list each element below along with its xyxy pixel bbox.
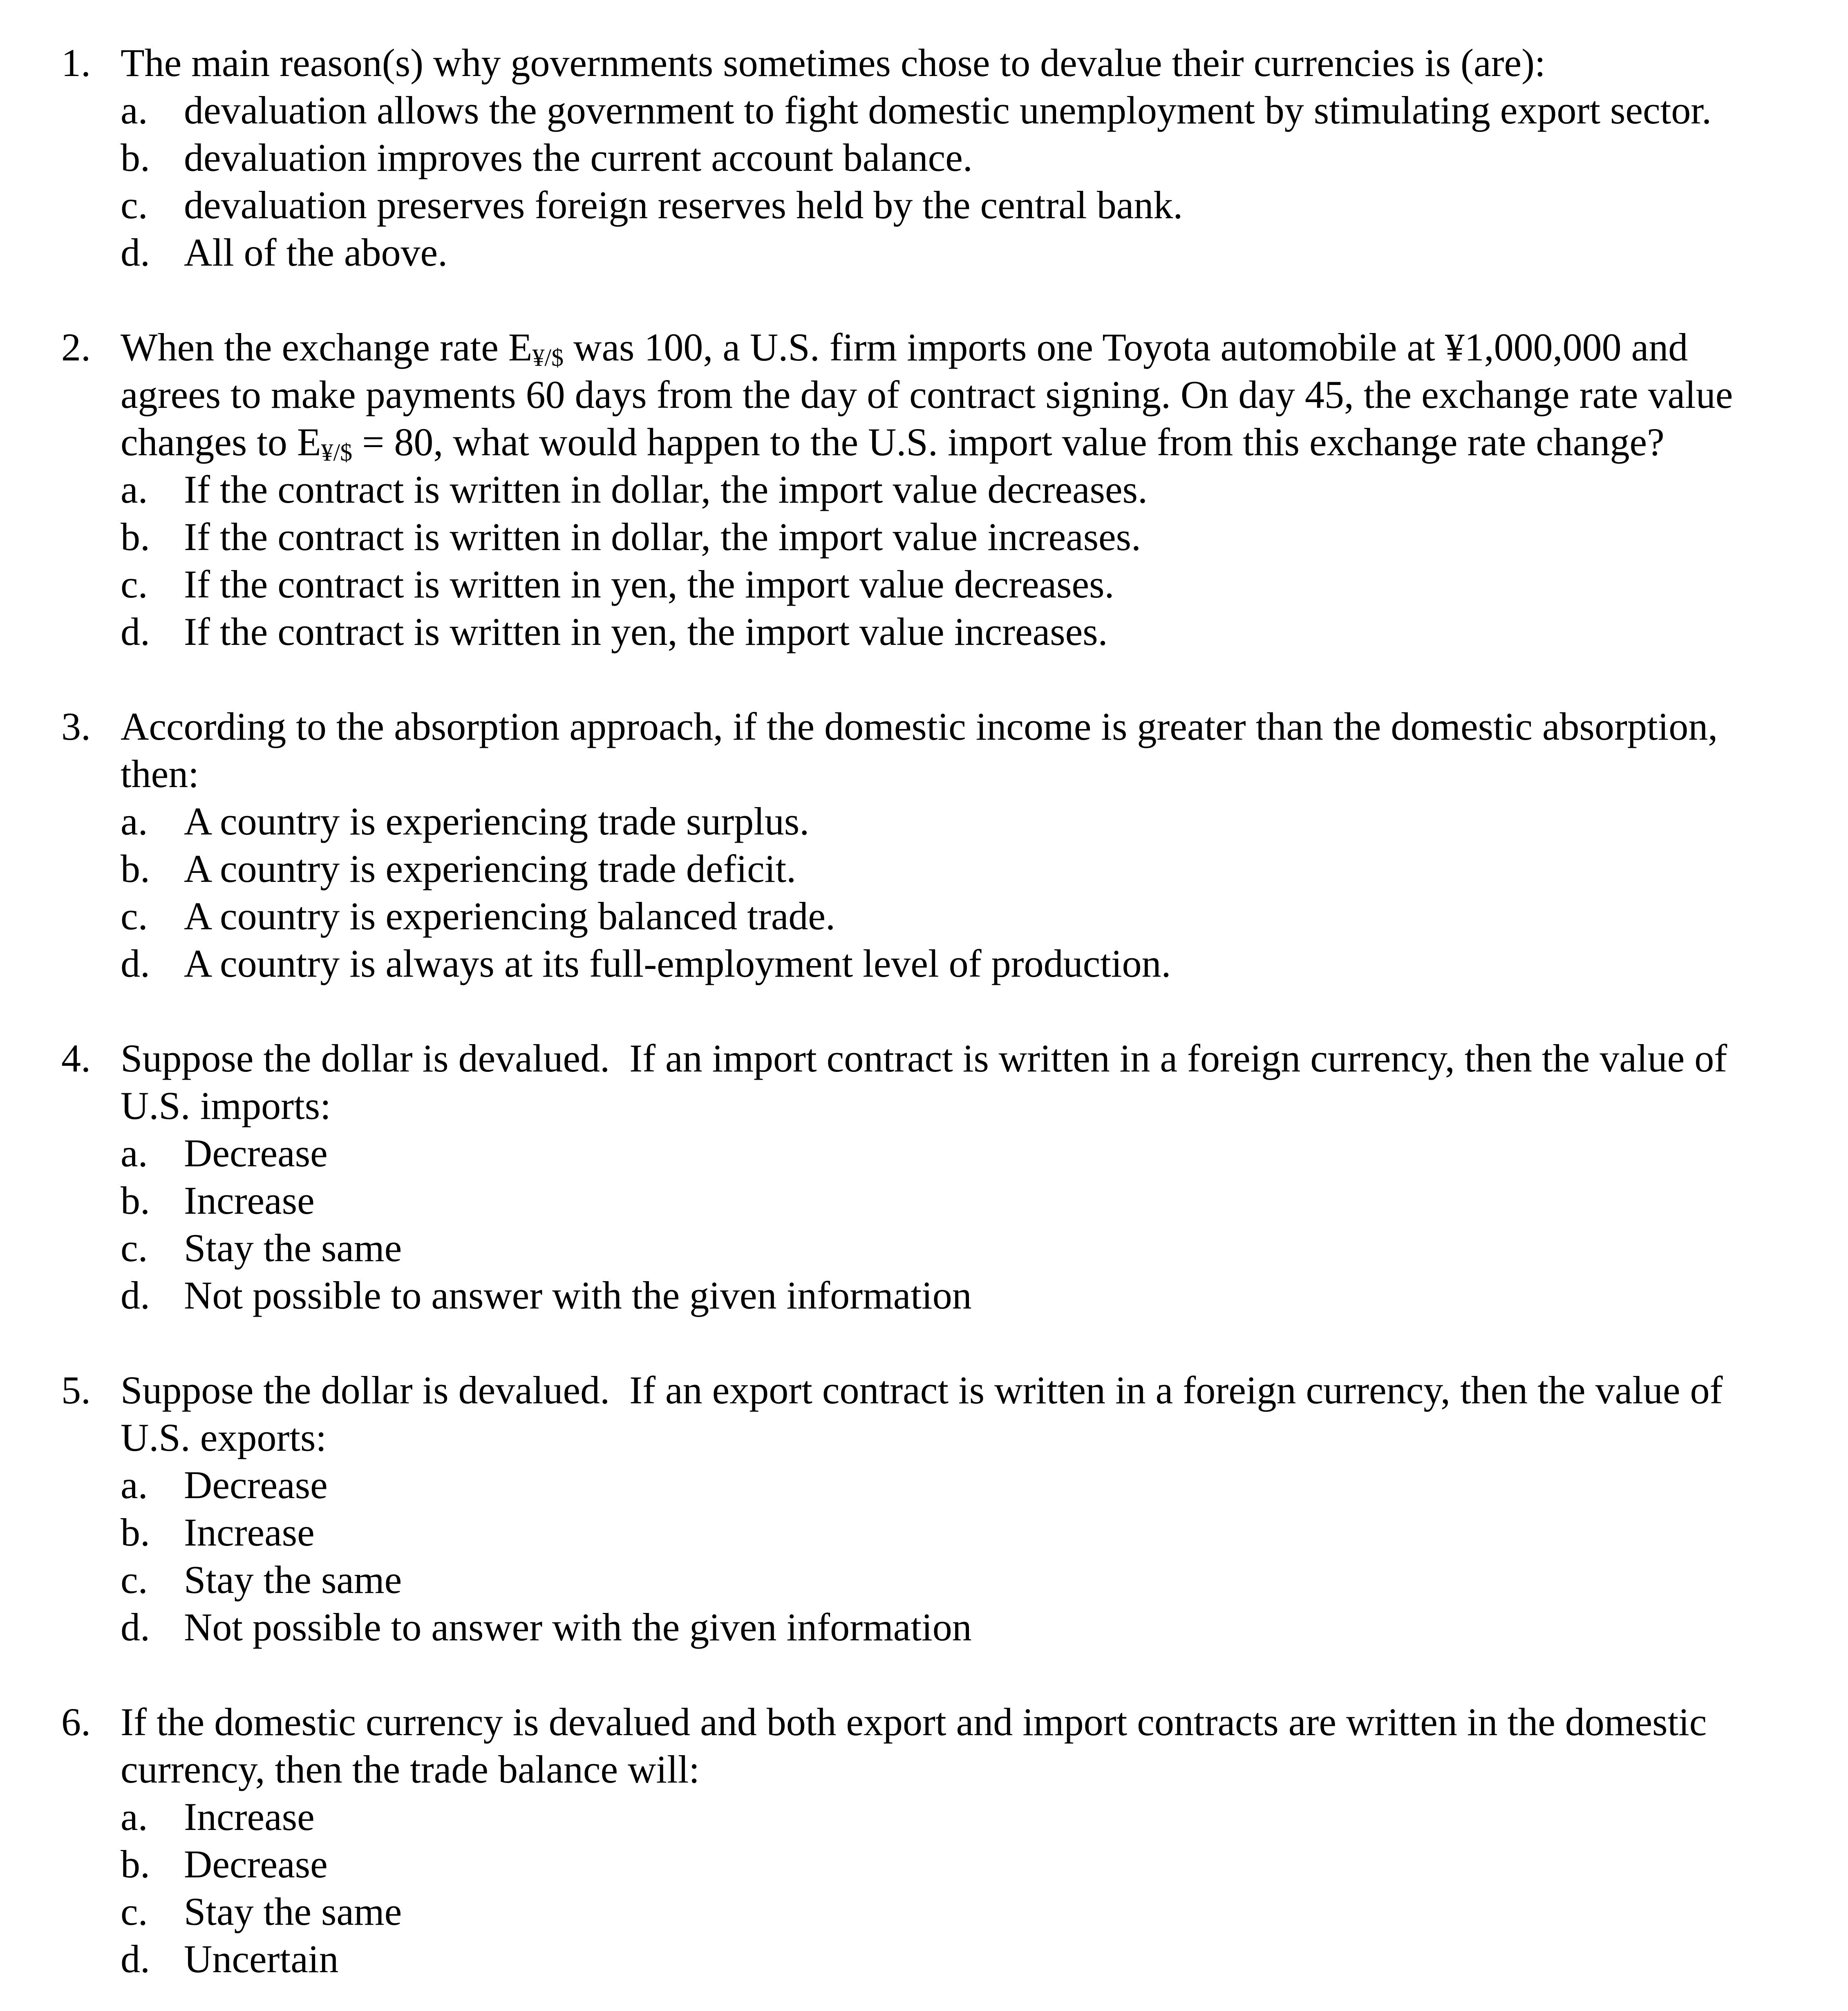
option-letter: b. bbox=[121, 1842, 150, 1886]
option-text: A country is experiencing trade deficit. bbox=[184, 847, 796, 890]
option-row bbox=[0, 1556, 1848, 1604]
option-letter: a. bbox=[121, 799, 148, 843]
option-letter: b. bbox=[121, 515, 150, 559]
question-text: U.S. imports: bbox=[121, 1084, 331, 1127]
option-text: Increase bbox=[184, 1795, 315, 1839]
question-text: Suppose the dollar is devalued. If an import contract is written in a foreign currency, then the value of bbox=[121, 1036, 1727, 1080]
option-letter: d. bbox=[121, 1273, 150, 1317]
option-row bbox=[0, 1604, 1848, 1651]
option-text: Stay the same bbox=[184, 1890, 402, 1933]
option-letter: a. bbox=[121, 468, 148, 511]
option-text: If the contract is written in dollar, the import value increases. bbox=[184, 515, 1141, 559]
option-letter: b. bbox=[121, 1510, 150, 1554]
option-text: Decrease bbox=[184, 1463, 328, 1507]
question-text: Suppose the dollar is devalued. If an export contract is written in a foreign currency, then the value of bbox=[121, 1368, 1723, 1412]
option-letter: d. bbox=[121, 230, 150, 274]
option-letter: c. bbox=[121, 1558, 148, 1602]
question-text: If the domestic currency is devalued and both export and import contracts are written in the domestic bbox=[121, 1700, 1707, 1744]
question-text: When the exchange rate E bbox=[121, 325, 532, 369]
option-row bbox=[0, 1888, 1848, 1935]
quiz bbox=[0, 39, 1848, 1983]
option-text: Not possible to answer with the given information bbox=[184, 1273, 972, 1317]
option-text: All of the above. bbox=[184, 230, 448, 274]
option-letter: d. bbox=[121, 942, 150, 985]
option-row bbox=[0, 1793, 1848, 1841]
question-line bbox=[0, 750, 1848, 798]
option-letter: a. bbox=[121, 1463, 148, 1507]
question-text: = 80, what would happen to the U.S. import value from this exchange rate change? bbox=[352, 420, 1665, 464]
question-text: then: bbox=[121, 752, 199, 796]
question-number: 2. bbox=[61, 325, 91, 369]
question-1 bbox=[0, 39, 1848, 276]
option-row bbox=[0, 940, 1848, 987]
question-line bbox=[0, 703, 1848, 750]
option-text: A country is always at its full-employment level of production. bbox=[184, 942, 1171, 985]
question-2 bbox=[0, 324, 1848, 655]
option-row bbox=[0, 134, 1848, 181]
question-text: currency, then the trade balance will: bbox=[121, 1747, 700, 1791]
question-text: changes to E bbox=[121, 420, 321, 464]
option-letter: c. bbox=[121, 1226, 148, 1270]
option-text: Increase bbox=[184, 1179, 315, 1222]
question-text: According to the absorption approach, if the domestic income is greater than the domestic absorption, bbox=[121, 705, 1718, 748]
question-number: 5. bbox=[61, 1368, 91, 1412]
option-letter: d. bbox=[121, 1937, 150, 1981]
question-number: 6. bbox=[61, 1700, 91, 1744]
question-line bbox=[0, 1082, 1848, 1130]
question-text: agrees to make payments 60 days from the day of contract signing. On day 45, the exchange rate value bbox=[121, 373, 1733, 416]
option-row bbox=[0, 1509, 1848, 1556]
option-text: A country is experiencing trade surplus. bbox=[184, 799, 810, 843]
option-letter: a. bbox=[121, 1131, 148, 1175]
option-row bbox=[0, 1177, 1848, 1224]
option-text: If the contract is written in yen, the import value decreases. bbox=[184, 562, 1114, 606]
option-row bbox=[0, 561, 1848, 608]
option-row bbox=[0, 87, 1848, 134]
option-row bbox=[0, 513, 1848, 561]
question-line bbox=[0, 418, 1848, 466]
option-row bbox=[0, 1130, 1848, 1177]
option-row bbox=[0, 1224, 1848, 1272]
question-line bbox=[0, 1698, 1848, 1746]
question-text: The main reason(s) why governments sometimes chose to devalue their currencies is (are): bbox=[121, 41, 1546, 85]
option-letter: d. bbox=[121, 610, 150, 653]
option-letter: d. bbox=[121, 1605, 150, 1649]
option-row bbox=[0, 1935, 1848, 1983]
option-row bbox=[0, 1461, 1848, 1509]
option-row bbox=[0, 181, 1848, 229]
option-text: devaluation preserves foreign reserves held by the central bank. bbox=[184, 183, 1183, 227]
option-text: devaluation improves the current account balance. bbox=[184, 136, 973, 179]
question-number: 1. bbox=[61, 41, 91, 85]
option-letter: a. bbox=[121, 88, 148, 132]
option-letter: b. bbox=[121, 847, 150, 890]
option-letter: a. bbox=[121, 1795, 148, 1839]
option-letter: c. bbox=[121, 562, 148, 606]
option-letter: b. bbox=[121, 136, 150, 179]
question-line bbox=[0, 371, 1848, 418]
option-text: A country is experiencing balanced trade. bbox=[184, 894, 836, 938]
question-line bbox=[0, 1035, 1848, 1082]
option-text: Stay the same bbox=[184, 1558, 402, 1602]
option-row bbox=[0, 229, 1848, 276]
option-text: Uncertain bbox=[184, 1937, 339, 1981]
question-5 bbox=[0, 1367, 1848, 1651]
option-text: devaluation allows the government to fight domestic unemployment by stimulating export sector. bbox=[184, 88, 1712, 132]
question-number: 4. bbox=[61, 1036, 91, 1080]
question-4 bbox=[0, 1035, 1848, 1319]
question-text: was 100, a U.S. firm imports one Toyota automobile at ¥1,000,000 and bbox=[564, 325, 1688, 369]
question-line bbox=[0, 1414, 1848, 1461]
question-number: 3. bbox=[61, 705, 91, 748]
option-row bbox=[0, 798, 1848, 845]
currency-pair-subscript: ¥/$ bbox=[532, 344, 564, 371]
option-row bbox=[0, 1272, 1848, 1319]
option-row bbox=[0, 608, 1848, 655]
option-row bbox=[0, 1841, 1848, 1888]
option-text: If the contract is written in yen, the import value increases. bbox=[184, 610, 1108, 653]
option-text: Decrease bbox=[184, 1842, 328, 1886]
question-line bbox=[0, 1746, 1848, 1793]
option-text: If the contract is written in dollar, the import value decreases. bbox=[184, 468, 1148, 511]
currency-pair-subscript: ¥/$ bbox=[321, 439, 353, 466]
option-text: Not possible to answer with the given information bbox=[184, 1605, 972, 1649]
question-line bbox=[0, 324, 1848, 371]
question-line bbox=[0, 1367, 1848, 1414]
option-letter: c. bbox=[121, 183, 148, 227]
option-text: Decrease bbox=[184, 1131, 328, 1175]
question-text: U.S. exports: bbox=[121, 1416, 327, 1459]
question-line bbox=[0, 39, 1848, 87]
option-row bbox=[0, 893, 1848, 940]
option-letter: c. bbox=[121, 894, 148, 938]
option-row bbox=[0, 466, 1848, 513]
option-row bbox=[0, 845, 1848, 893]
question-3 bbox=[0, 703, 1848, 987]
option-letter: c. bbox=[121, 1890, 148, 1933]
question-6 bbox=[0, 1698, 1848, 1983]
option-letter: b. bbox=[121, 1179, 150, 1222]
option-text: Increase bbox=[184, 1510, 315, 1554]
option-text: Stay the same bbox=[184, 1226, 402, 1270]
